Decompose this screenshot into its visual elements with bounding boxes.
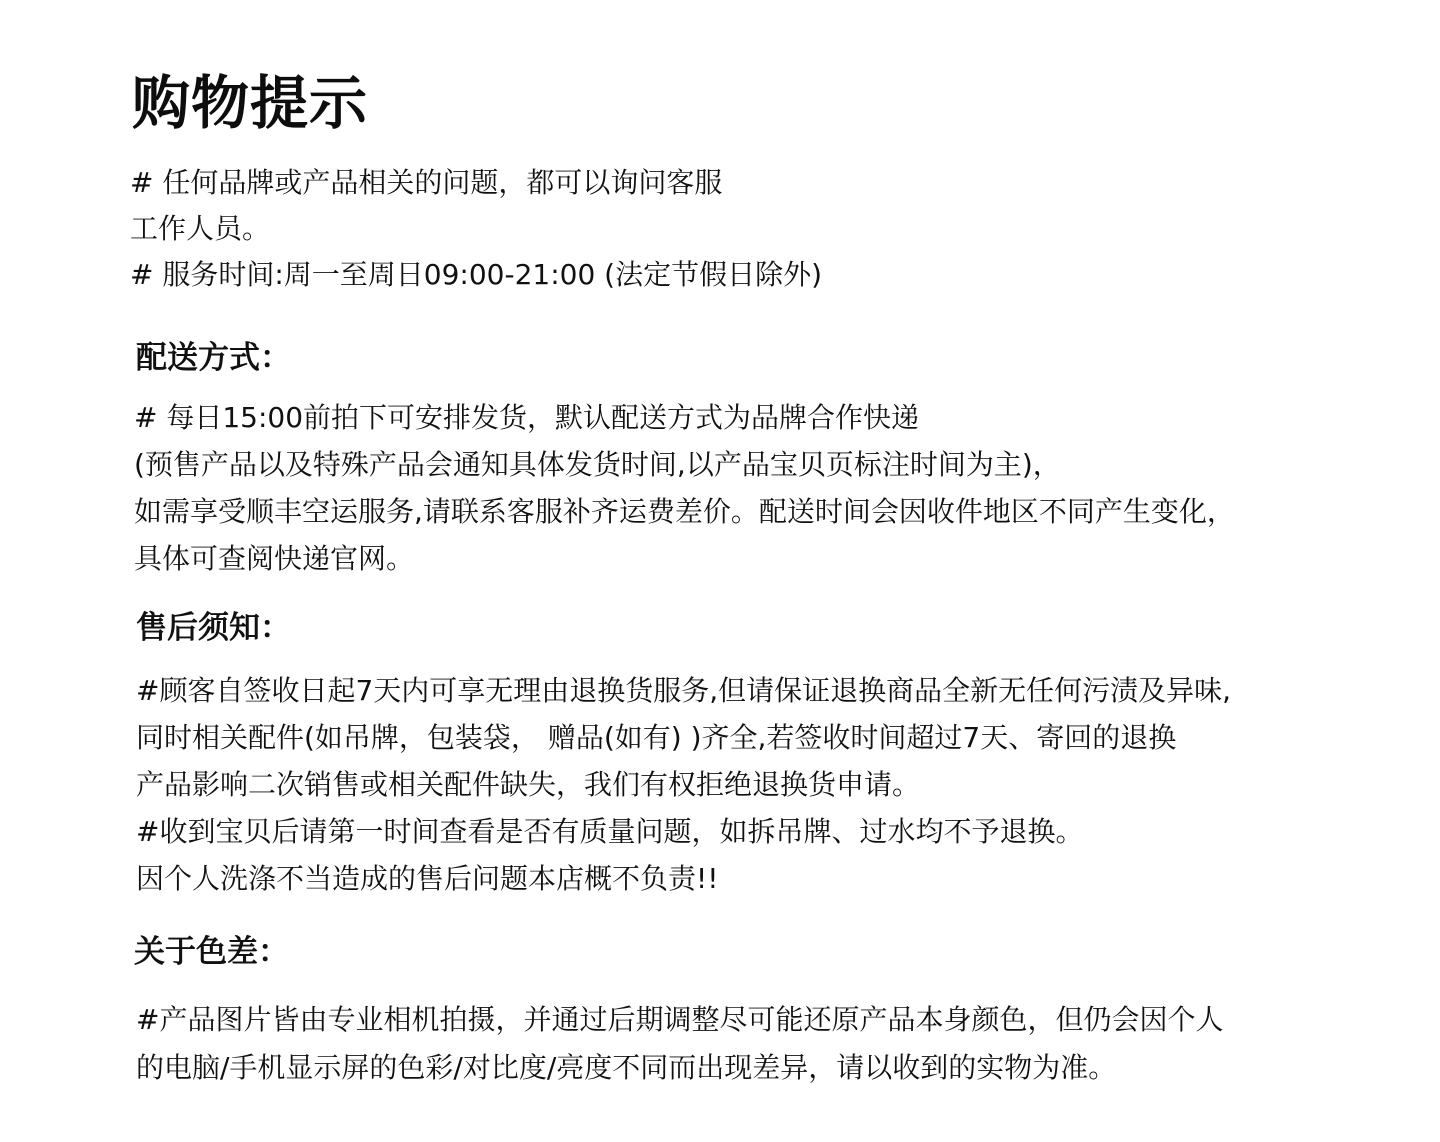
color-difference-line: 的电脑/手机显示屏的色彩/对比度/亮度不同而出现差异，请以收到的实物为准。 [136,1051,1117,1084]
delivery-line: # 每日15:00前拍下可安排发货，默认配送方式为品牌合作快递 [134,401,920,434]
page-title: 购物提示 [132,69,369,137]
after-sale-line: 产品影响二次销售或相关配件缺失，我们有权拒绝退换货申请。 [136,768,921,801]
after-sale-line: 同时相关配件(如吊牌，包装袋， 赠品(如有) )齐全,若签收时间超过7天、寄回的退换 [136,721,1177,754]
delivery-line: 具体可查阅快递官网。 [134,542,415,575]
intro-line: # 任何品牌或产品相关的问题，都可以询问客服 [130,166,723,199]
after-sale-line: #顾客自签收日起7天内可享无理由退换货服务,但请保证退换商品全新无任何污渍及异味, [136,674,1232,707]
after-sale-line: #收到宝贝后请第一时间查看是否有质量问题，如拆吊牌、过水均不予退换。 [136,815,1084,848]
intro-block [130,160,822,298]
after-sale-heading: 售后须知： [136,610,291,646]
after-sale-line: 因个人洗涤不当造成的售后问题本店概不负责!! [136,862,719,895]
delivery-line: 如需享受顺丰空运服务,请联系客服补齐运费差价。配送时间会因收件地区不同产生变化， [134,495,1235,528]
delivery-line: (预售产品以及特殊产品会通知具体发货时间,以产品宝贝页标注时间为主)， [134,448,1061,481]
after-sale-body [136,667,1231,902]
color-difference-line: #产品图片皆由专业相机拍摄，并通过后期调整尽可能还原产品本身颜色，但仍会因个人 [136,1003,1224,1036]
color-difference-heading: 关于色差： [134,934,289,970]
delivery-body [134,394,1235,582]
color-difference-body [136,996,1223,1092]
intro-line: 工作人员。 [130,212,271,245]
intro-line: # 服务时间:周一至周日09:00-21:00 (法定节假日除外) [130,258,823,291]
delivery-heading: 配送方式： [136,340,291,376]
